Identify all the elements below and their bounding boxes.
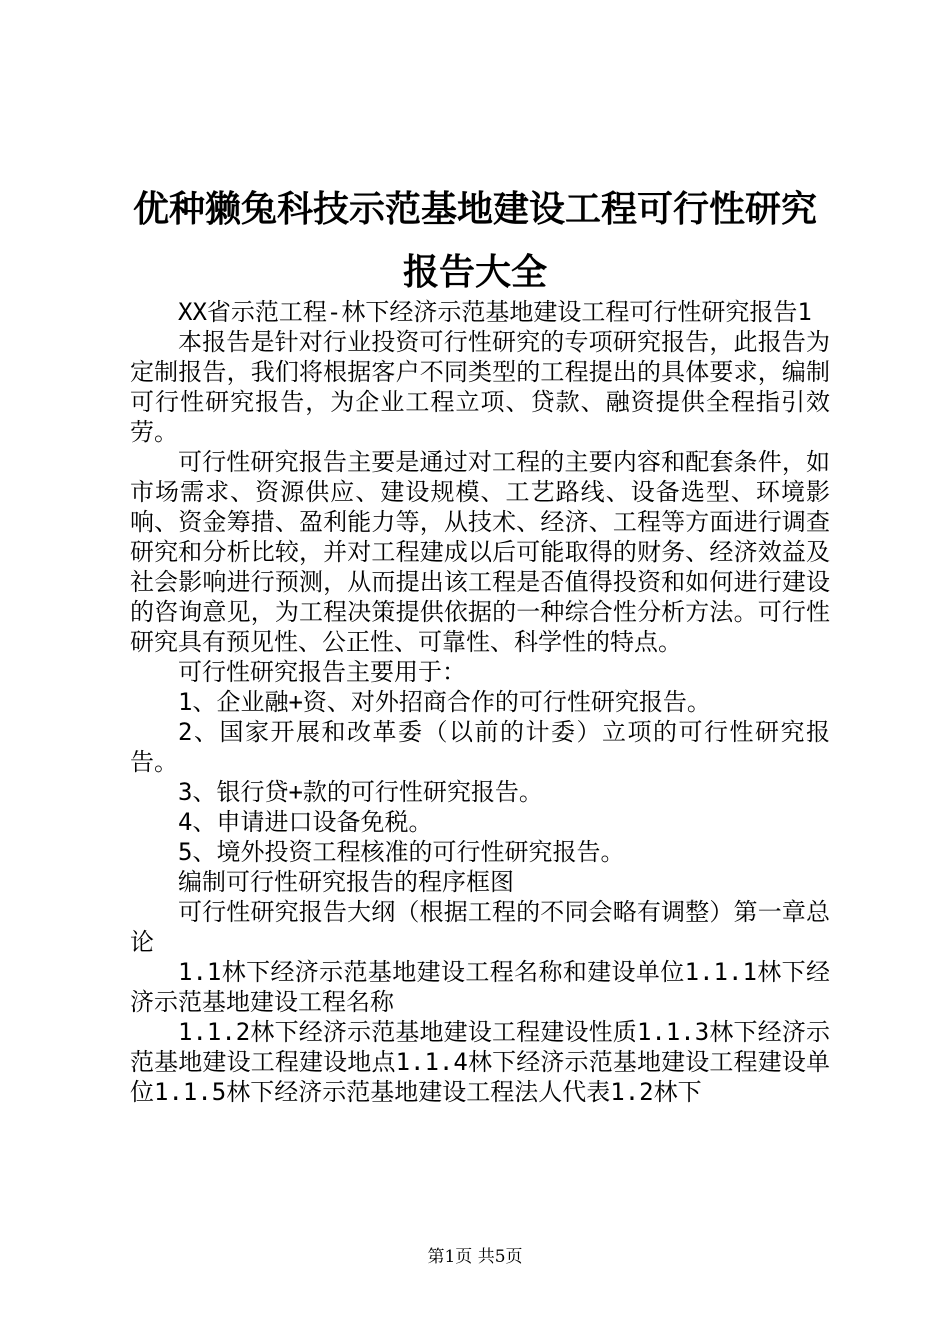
paragraph-report-purpose: 本报告是针对行业投资可行性研究的专项研究报告，此报告为定制报告，我们将根据客户不同类型的工程提出的具体要求，编制可行性研究报告，为企业工程立项、贷款、融资提供全程指引效劳。 — [130, 328, 830, 446]
page-footer: 第1页 共5页 — [427, 1247, 523, 1267]
list-item-usage-1: 1、企业融+资、对外招商合作的可行性研究报告。 — [178, 688, 711, 716]
document-title: 优种獭兔科技示范基地建设工程可行性研究报告大全 — [132, 188, 817, 293]
list-item-usage-5: 5、境外投资工程核准的可行性研究报告。 — [178, 838, 625, 866]
paragraph-flowchart-heading: 编制可行性研究报告的程序框图 — [178, 868, 514, 896]
list-item-usage-4: 4、申请进口设备免税。 — [178, 808, 433, 836]
paragraph-outline-1-1-2: 1.1.2林下经济示范基地建设工程建设性质1.1.3林下经济示范基地建设工程建设地点1.1.4林下经济示范基地建设工程建设单位1.1.5林下经济示范基地建设工程法人代表1.2林下 — [130, 1018, 830, 1106]
list-item-usage-3: 3、银行贷+款的可行性研究报告。 — [178, 778, 543, 806]
list-item-usage-2: 2、国家开展和改革委（以前的计委）立项的可行性研究报告。 — [130, 718, 830, 776]
paragraph-intro-heading: XX省示范工程-林下经济示范基地建设工程可行性研究报告1 — [178, 298, 812, 326]
paragraph-outline-1-1: 1.1林下经济示范基地建设工程名称和建设单位1.1.1林下经济示范基地建设工程名称 — [130, 958, 830, 1016]
paragraph-usage-heading: 可行性研究报告主要用于： — [178, 658, 466, 686]
paragraph-outline-heading: 可行性研究报告大纲（根据工程的不同会略有调整）第一章总论 — [130, 898, 830, 956]
document-body — [130, 297, 830, 1107]
paragraph-report-description: 可行性研究报告主要是通过对工程的主要内容和配套条件，如市场需求、资源供应、建设规模、工艺路线、设备选型、环境影响、资金筹措、盈利能力等，从技术、经济、工程等方面进行调查研究和分析比较，并对工程建成以后可能取得的财务、经济效益及社会影响进行预测，从而提出该工程是否值得投资和如何进行建设的咨询意见，为工程决策提供依据的一种综合性分析方法。可行性研究具有预见性、公正性、可靠性、科学性的特点。 — [130, 448, 830, 656]
